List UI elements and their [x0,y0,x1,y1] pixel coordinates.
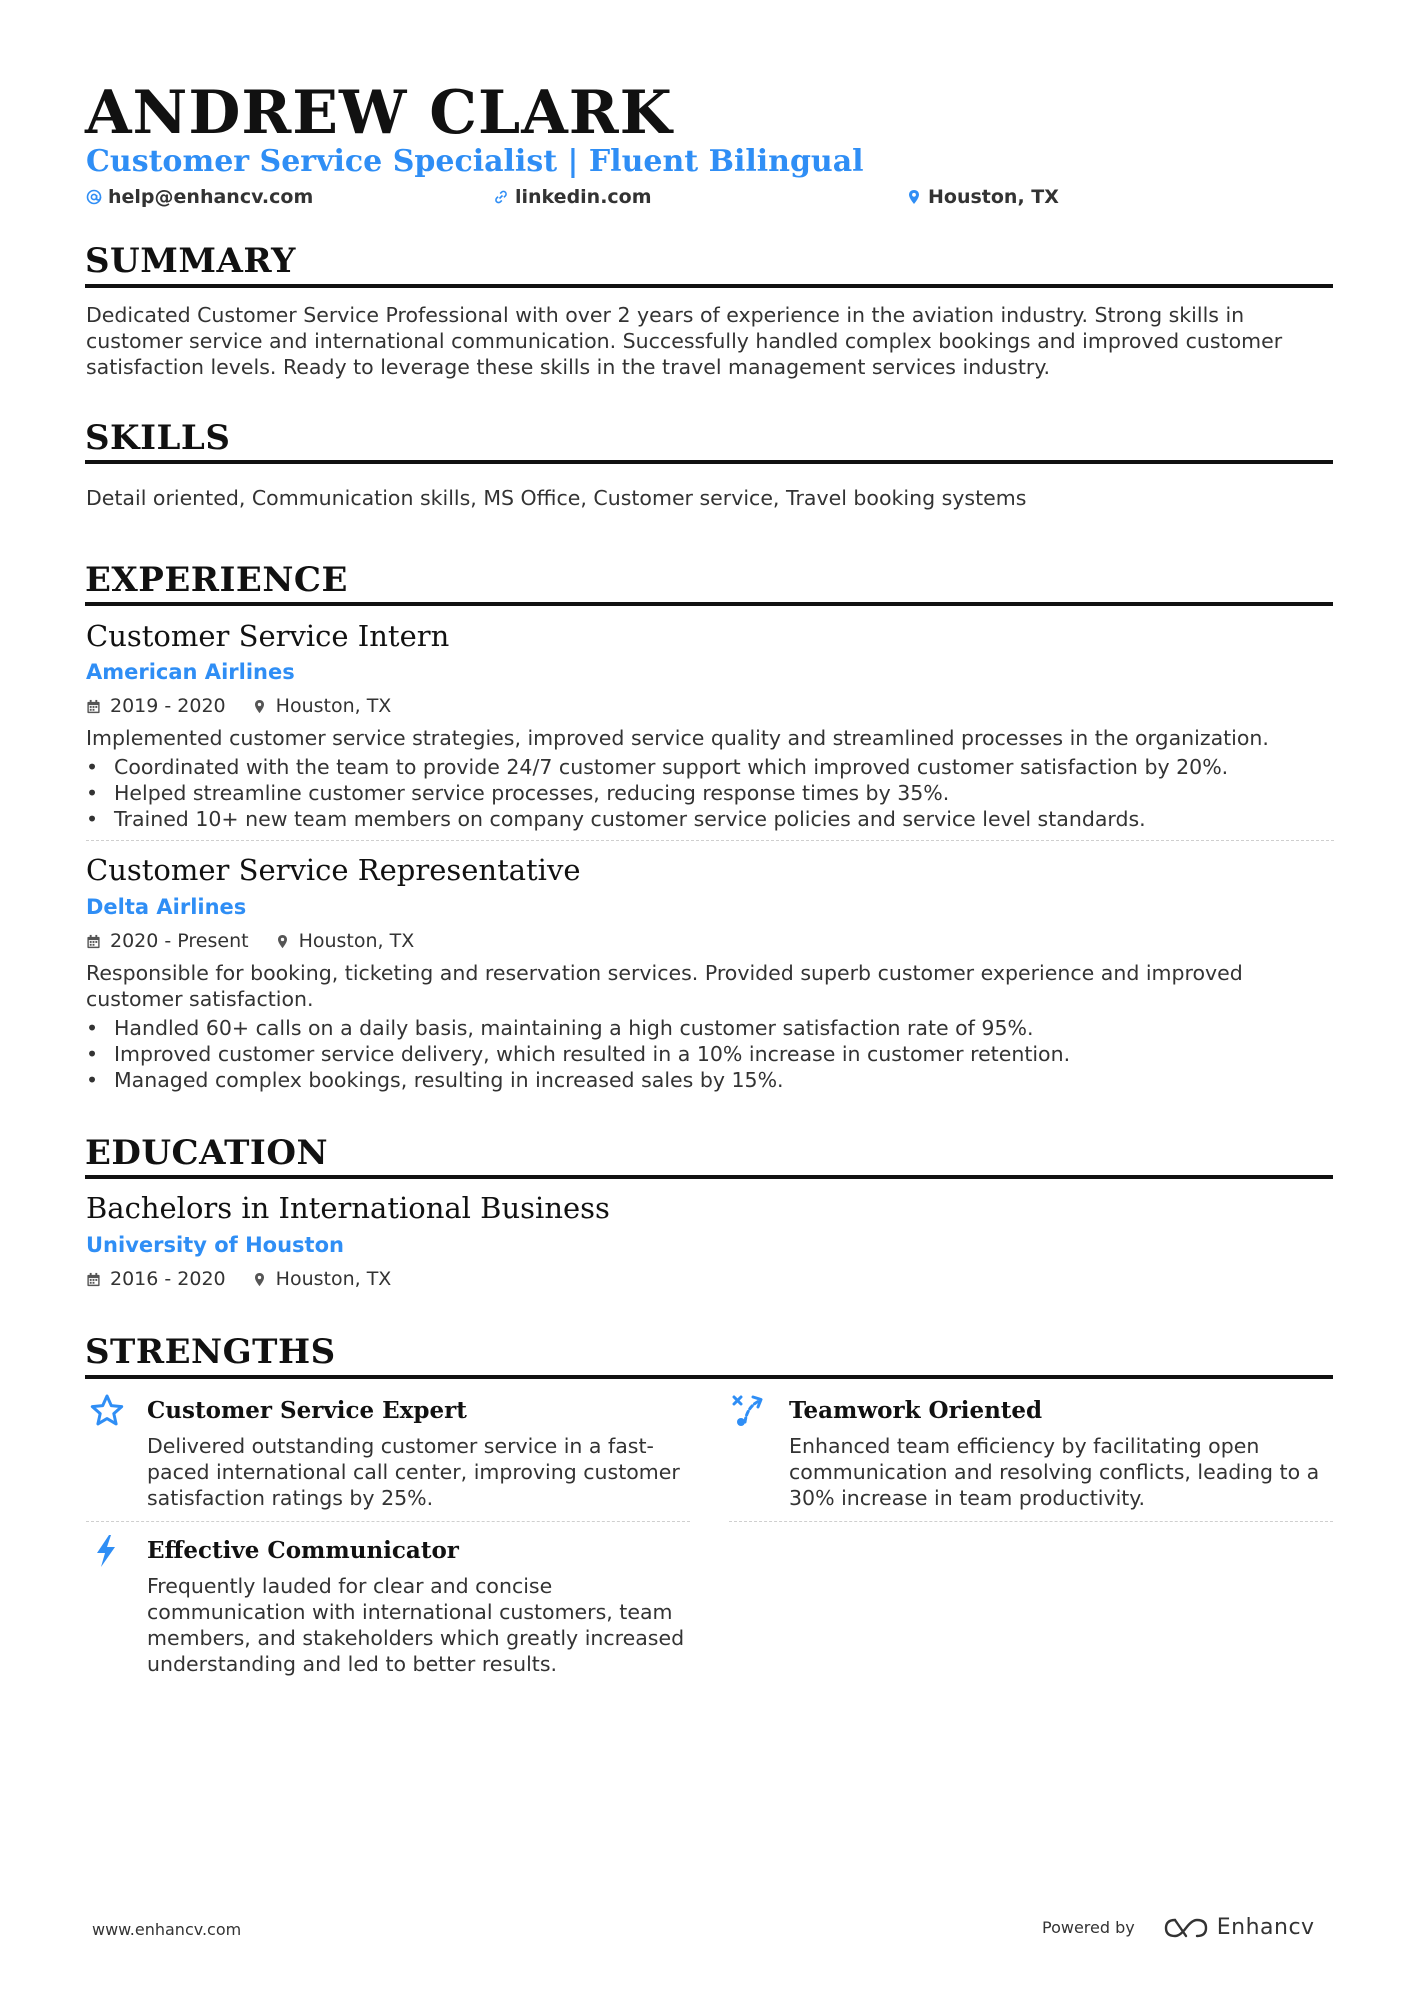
job-title: Customer Service Representative [86,853,581,887]
section-divider [85,460,1333,464]
link-icon [493,189,509,205]
job-location: Houston, TX [275,695,392,717]
powered-by-label: Powered by [1042,1918,1135,1937]
summary-text: Dedicated Customer Service Professional with over 2 years of experience in the aviation industry. Strong skills in customer service and international communication. Successfully handled complex bookings and improved customer satisfaction levels. Ready to leverage these skills in the travel management services industry. [86,303,1283,379]
job-company: American Airlines [86,660,295,684]
job-bullets [86,1015,1336,1093]
calendar-icon [86,1272,101,1287]
education-heading: EDUCATION [85,1133,329,1173]
at-icon [86,189,102,205]
section-divider [85,284,1333,288]
section-divider [85,602,1333,606]
brand-name: Enhancv [1216,1915,1315,1940]
job-meta [86,695,391,717]
job-dates: 2019 - 2020 [110,695,226,717]
list-item: • Coordinated with the team to provide 24/7 customer support which improved customer satisfaction by 20%. [86,754,1336,780]
footer-branding [1042,1915,1315,1940]
list-item: • Helped streamline customer service processes, reducing response times by 35%. [86,780,1336,806]
route-icon [731,1393,767,1429]
candidate-headline: Customer Service Specialist | Fluent Bilingual [86,144,864,179]
skills-text: Detail oriented, Communication skills, MS Office, Customer service, Travel booking systems [86,486,1027,510]
lightning-icon [89,1533,125,1569]
education-dates: 2016 - 2020 [110,1268,226,1290]
linkedin-text: linkedin.com [515,186,652,208]
strength-title: Teamwork Oriented [789,1397,1043,1424]
strengths-heading: STRENGTHS [85,1332,336,1372]
strength-description: Delivered outstanding customer service in a fast-paced international call center, improving customer satisfaction ratings by 25%. [147,1434,680,1510]
enhancv-logo[interactable] [1163,1915,1315,1940]
strength-description: Enhanced team efficiency by facilitating open communication and resolving conflicts, leading to a 30% increase in team productivity. [789,1434,1320,1510]
calendar-icon [86,934,101,949]
enhancv-logo-icon [1163,1916,1209,1940]
candidate-name: ANDREW CLARK [85,78,673,148]
location-pin-icon [275,934,290,949]
job-description: Responsible for booking, ticketing and reservation services. Provided superb customer experience and improved customer satisfaction. [86,961,1243,1011]
entry-divider [86,840,1334,841]
list-item: • Handled 60+ calls on a daily basis, maintaining a high customer satisfaction rate of 95%. [86,1015,1336,1041]
skills-heading: SKILLS [85,418,231,458]
section-divider [85,1175,1333,1179]
strength-description: Frequently lauded for clear and concise communication with international customers, team members, and stakeholders which greatly increased understanding and led to better results. [147,1574,685,1676]
list-item: • Improved customer service delivery, which resulted in a 10% increase in customer retention. [86,1041,1336,1067]
list-item: • Trained 10+ new team members on company customer service policies and service level standards. [86,806,1336,832]
entry-divider [729,1521,1333,1522]
star-icon [89,1393,125,1429]
contact-email[interactable] [86,186,313,208]
experience-heading: EXPERIENCE [85,560,348,600]
location-text: Houston, TX [928,186,1059,208]
contact-location [906,186,1059,208]
school-name: University of Houston [86,1233,344,1257]
strength-title: Effective Communicator [147,1537,459,1564]
job-bullets [86,754,1336,832]
list-item: • Managed complex bookings, resulting in increased sales by 15%. [86,1067,1336,1093]
section-divider [85,1375,1333,1379]
contact-linkedin[interactable] [493,186,652,208]
entry-divider [86,1521,690,1522]
calendar-icon [86,699,101,714]
degree-title: Bachelors in International Business [86,1191,610,1225]
job-title: Customer Service Intern [86,619,450,653]
strength-title: Customer Service Expert [147,1397,467,1424]
job-company: Delta Airlines [86,895,247,919]
location-pin-icon [906,189,922,205]
summary-heading: SUMMARY [85,241,296,281]
education-location: Houston, TX [275,1268,392,1290]
job-dates: 2020 - Present [110,930,249,952]
footer-website[interactable]: www.enhancv.com [92,1920,242,1939]
education-meta [86,1268,391,1290]
email-text: help@enhancv.com [108,186,314,208]
job-meta [86,930,414,952]
location-pin-icon [252,699,267,714]
job-description: Implemented customer service strategies, improved service quality and streamlined processes in the organization. [86,726,1269,750]
job-location: Houston, TX [298,930,415,952]
location-pin-icon [252,1272,267,1287]
